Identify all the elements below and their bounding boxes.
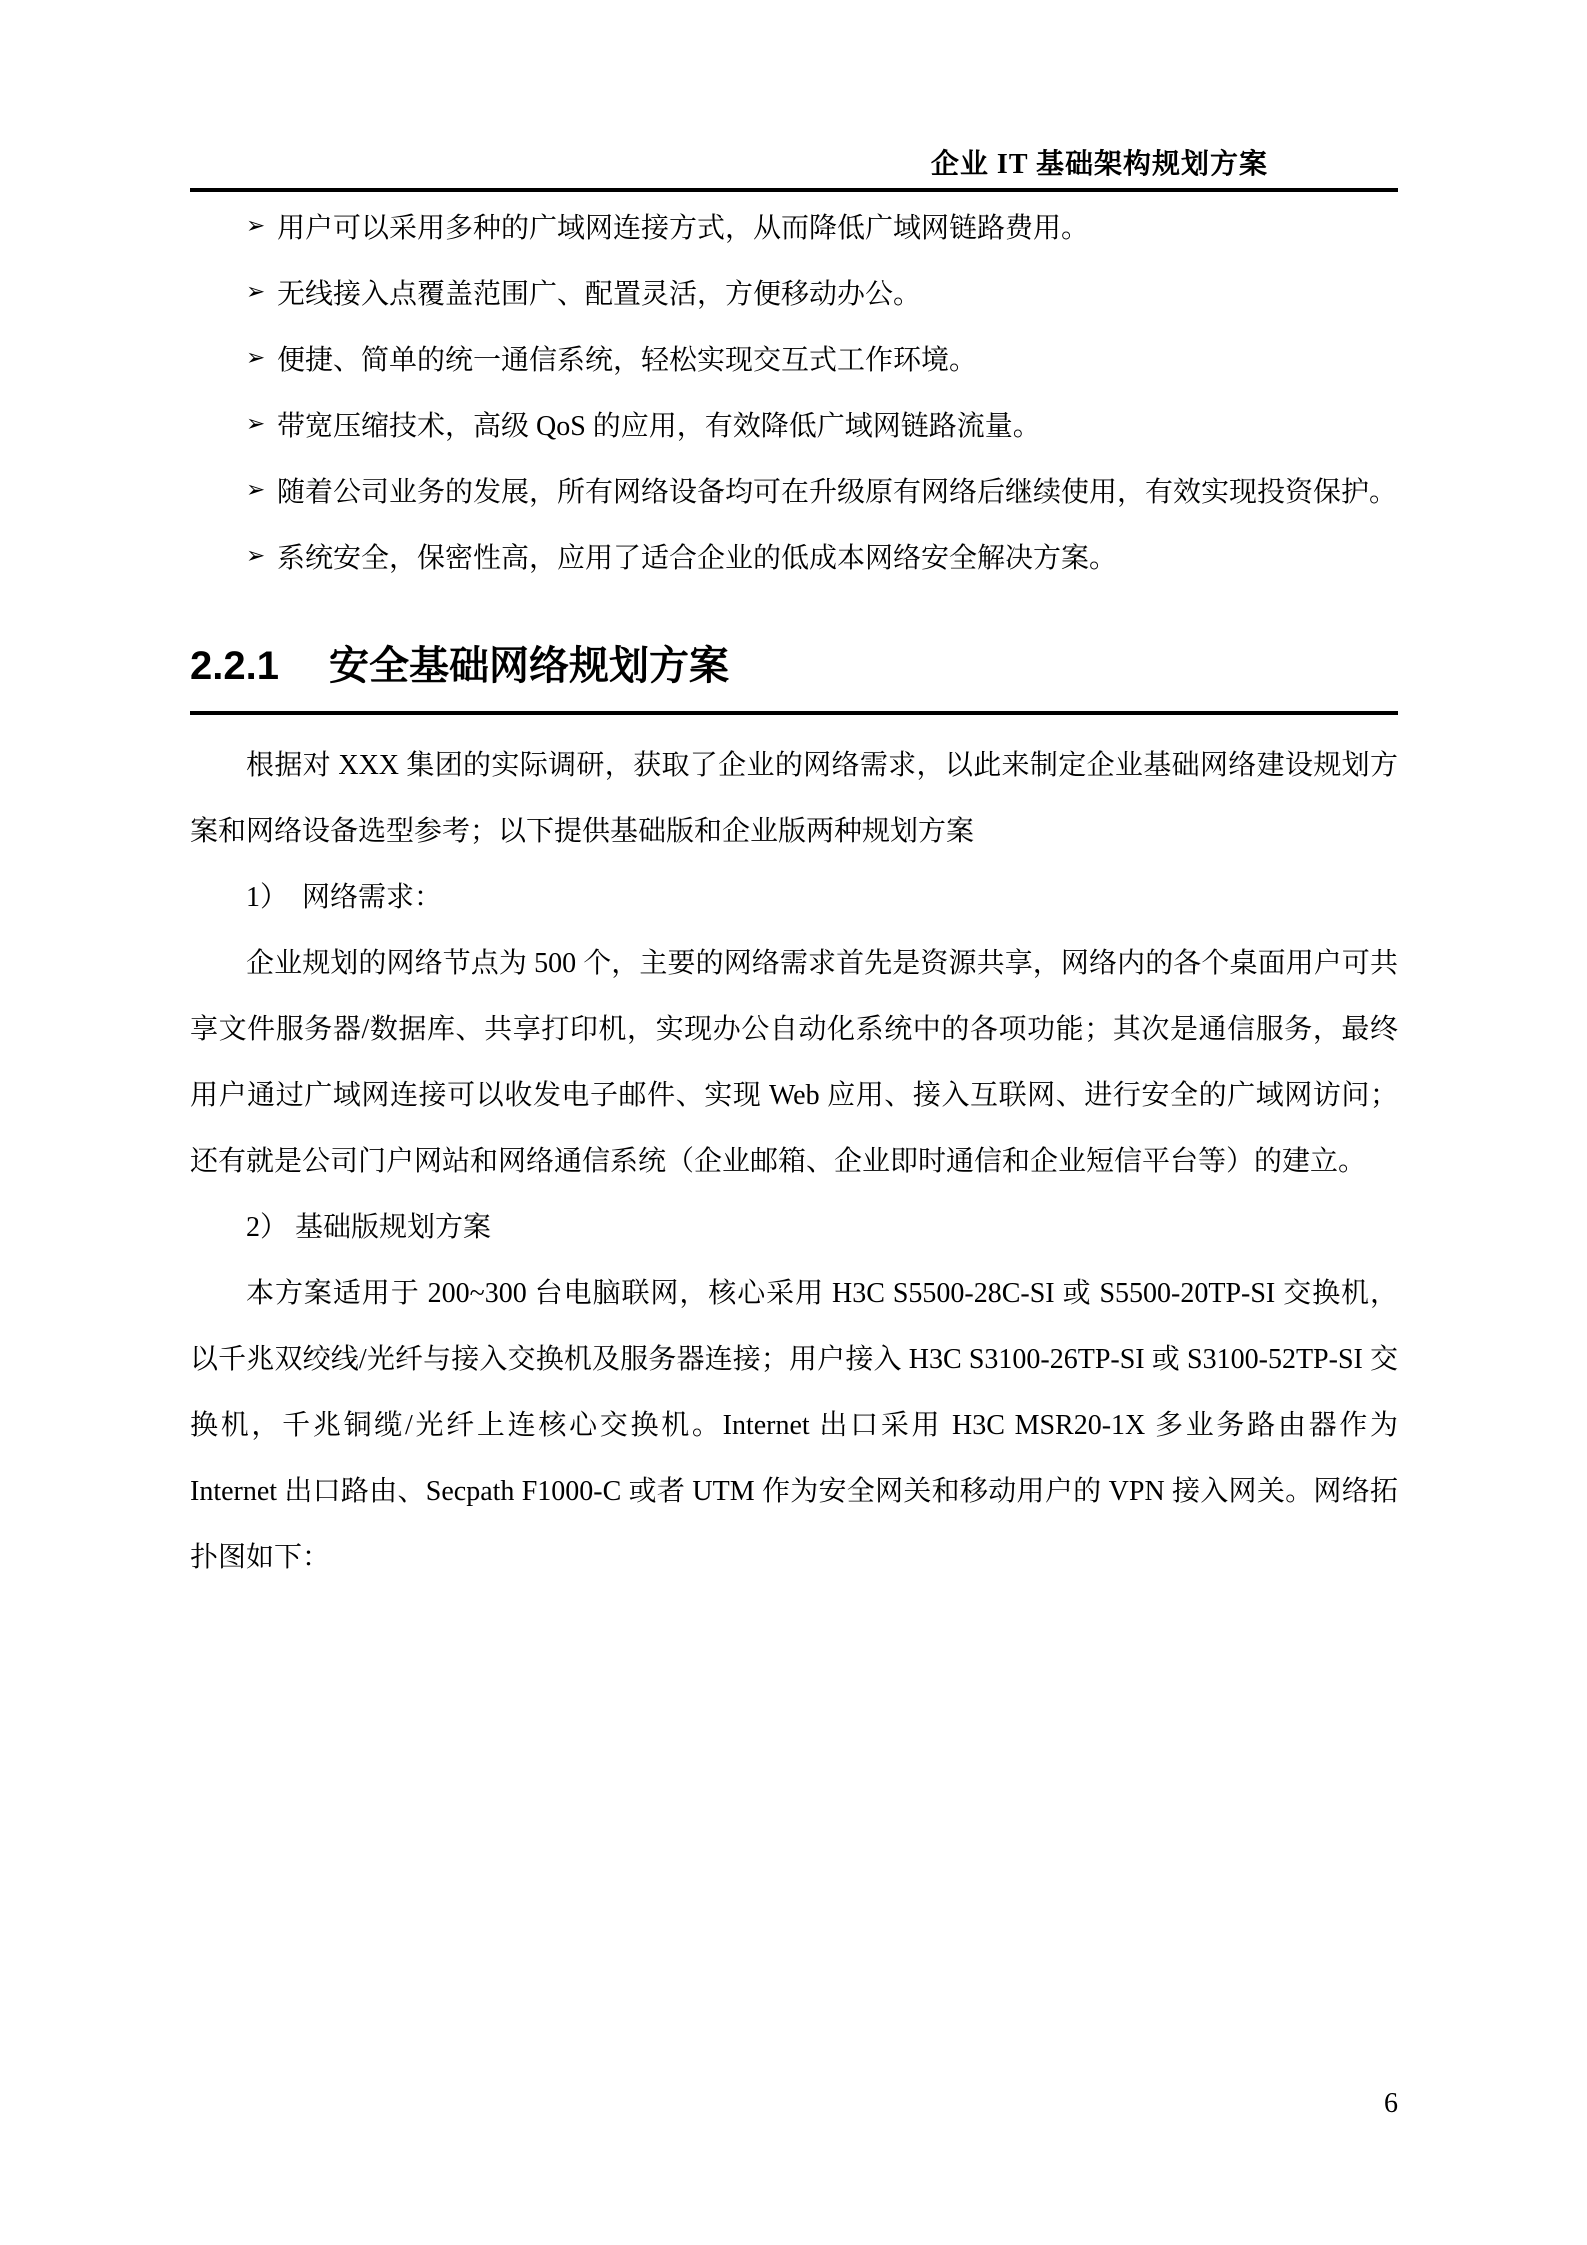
arrow-bullet-icon: ➢	[246, 279, 266, 305]
bullet-list	[190, 193, 1398, 589]
arrow-bullet-icon: ➢	[246, 213, 266, 239]
bullet-item	[190, 193, 1398, 259]
bullet-text: 用户可以采用多种的广域网连接方式，从而降低广域网链路费用。	[277, 213, 1090, 244]
bullet-text: 随着公司业务的发展，所有网络设备均可在升级原有网络后继续使用，有效实现投资保护。	[277, 477, 1398, 508]
paragraph-basic-plan: 本方案适用于 200~300 台电脑联网，核心采用 H3C S5500-28C-SI 或 S5500-20TP-SI 交换机，以千兆双绞线/光纤与接入交换机及服务器连接；用户接入 H3C S3100-26TP-SI 或 S3100-52TP-SI 交换机，千兆铜缆/光纤上连核心交换机。Internet 出口采用 H3C MSR20-1X 多业务路由器作为 Internet 出口路由、Secpath F1000-C 或者 UTM 作为安全网关和移动用户的 VPN 接入网关。网络拓扑图如下：	[190, 1278, 1398, 1573]
bullet-text: 带宽压缩技术，高级 QoS 的应用，有效降低广域网链路流量。	[277, 411, 1041, 442]
page-header-title: 企业 IT 基础架构规划方案	[930, 149, 1268, 180]
bullet-item	[190, 391, 1398, 457]
bullet-text: 无线接入点覆盖范围广、配置灵活，方便移动办公。	[277, 279, 922, 310]
bullet-item	[190, 457, 1398, 523]
page-number: 6	[1384, 2088, 1398, 2119]
list-item-basic-plan: 2） 基础版规划方案	[246, 1212, 492, 1243]
bullet-item	[190, 259, 1398, 325]
body-text	[190, 733, 1398, 1591]
arrow-bullet-icon: ➢	[246, 411, 266, 437]
bullet-text: 系统安全，保密性高，应用了适合企业的低成本网络安全解决方案。	[277, 543, 1118, 574]
arrow-bullet-icon: ➢	[246, 477, 266, 503]
bullet-text: 便捷、简单的统一通信系统，轻松实现交互式工作环境。	[277, 345, 978, 376]
bullet-item	[190, 325, 1398, 391]
paragraph-intro: 根据对 XXX 集团的实际调研，获取了企业的网络需求，以此来制定企业基础网络建设规划方案和网络设备选型参考；以下提供基础版和企业版两种规划方案	[190, 750, 1398, 847]
section-heading	[190, 642, 729, 690]
paragraph-network-requirements: 企业规划的网络节点为 500 个，主要的网络需求首先是资源共享，网络内的各个桌面用户可共享文件服务器/数据库、共享打印机，实现办公自动化系统中的各项功能；其次是通信服务，最终用户通过广域网连接可以收发电子邮件、实现 Web 应用、接入互联网、进行安全的广域网访问；还有就是公司门户网站和网络通信系统（企业邮箱、企业即时通信和企业短信平台等）的建立。	[190, 948, 1398, 1177]
section-title: 安全基础网络规划方案	[328, 644, 729, 688]
section-number: 2.2.1	[190, 644, 279, 688]
bullet-item	[190, 523, 1398, 589]
arrow-bullet-icon: ➢	[246, 345, 266, 371]
header-rule	[190, 188, 1398, 192]
list-item-network-requirements: 1） 网络需求：	[246, 882, 443, 913]
heading-rule	[190, 711, 1398, 715]
arrow-bullet-icon: ➢	[246, 543, 266, 569]
